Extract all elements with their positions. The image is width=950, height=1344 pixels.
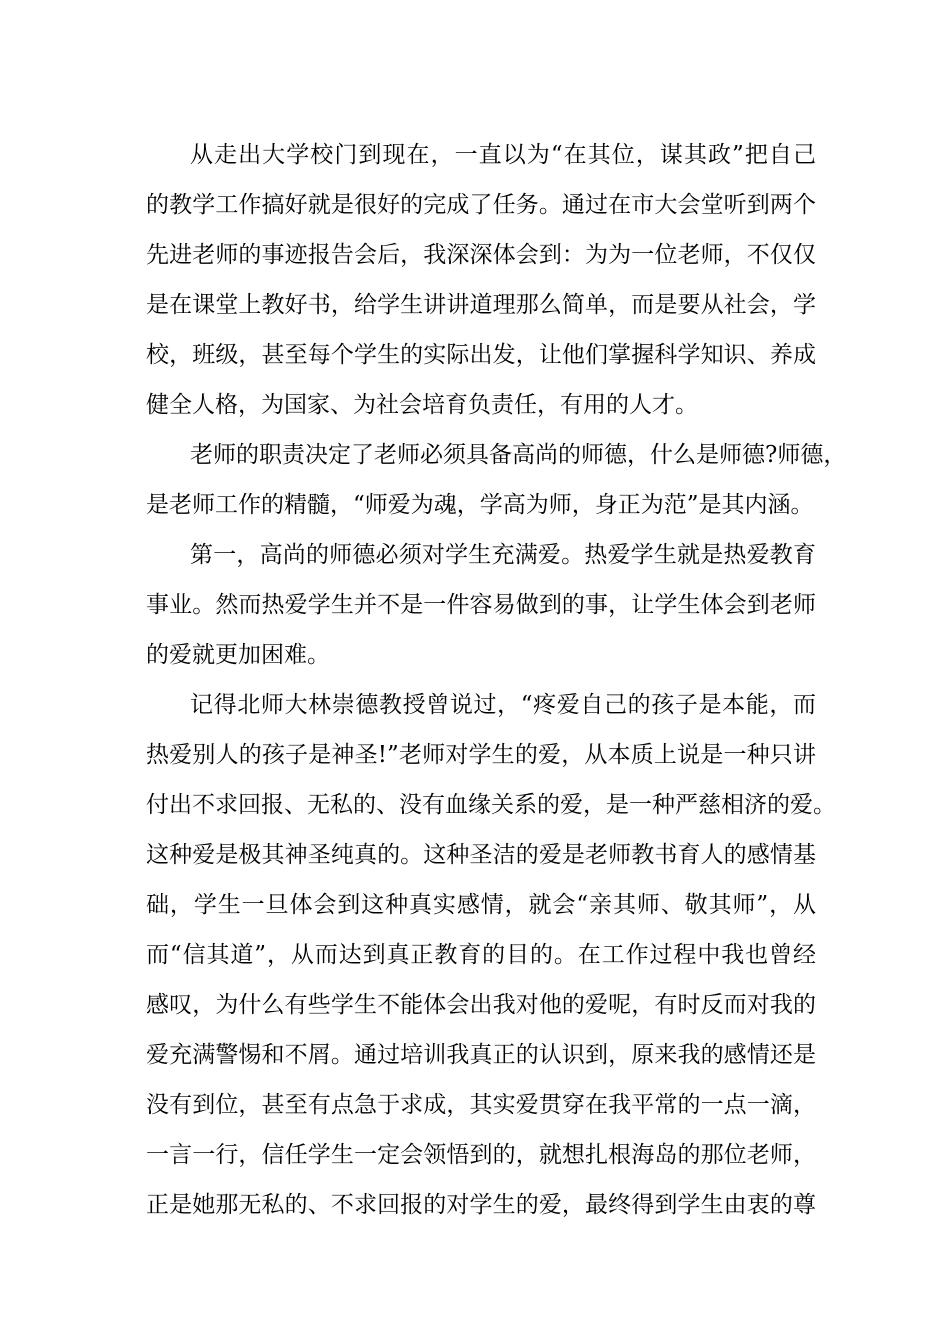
text-line: 第一，高尚的师德必须对学生充满爱。热爱学生就是热爱教育: [190, 542, 816, 568]
text-line: 的爱就更加困难。: [146, 642, 330, 668]
text-line: 没有到位，甚至有点急于求成，其实爱贯穿在我平常的一点一滴，: [146, 1092, 816, 1118]
text-line: 一言一行，信任学生一定会领悟到的，就想扎根海岛的那位老师，: [146, 1142, 816, 1168]
text-line: 健全人格，为国家、为社会培育负责任，有用的人才。: [146, 392, 698, 418]
text-line: 付出不求回报、无私的、没有血缘关系的爱，是一种严慈相济的爱。: [146, 792, 836, 818]
text-line: 事业。然而热爱学生并不是一件容易做到的事，让学生体会到老师: [146, 592, 816, 618]
text-line: 先进老师的事迹报告会后，我深深体会到：为为一位老师，不仅仅: [146, 242, 816, 268]
text-line: 老师的职责决定了老师必须具备高尚的师德，什么是师德?师德，: [190, 442, 847, 468]
text-line: 校，班级，甚至每个学生的实际出发，让他们掌握科学知识、养成: [146, 342, 816, 368]
text-line: 感叹，为什么有些学生不能体会出我对他的爱呢，有时反而对我的: [146, 992, 816, 1018]
text-line: 记得北师大林崇德教授曾说过，“疼爱自己的孩子是本能，而: [190, 692, 816, 718]
body-text: [146, 130, 847, 1230]
text-line: 的教学工作搞好就是很好的完成了任务。通过在市大会堂听到两个: [146, 192, 816, 218]
text-line: 热爱别人的孩子是神圣!”老师对学生的爱，从本质上说是一种只讲: [146, 742, 816, 768]
text-line: 从走出大学校门到现在，一直以为“在其位，谋其政”把自己: [190, 142, 816, 168]
text-line: 础，学生一旦体会到这种真实感情，就会“亲其师、敬其师”，从: [146, 892, 816, 918]
text-line: 是老师工作的精髓，“师爱为魂，学高为师，身正为范”是其内涵。: [146, 492, 814, 518]
text-line: 是在课堂上教好书，给学生讲讲道理那么简单，而是要从社会，学: [146, 292, 816, 318]
text-line: 正是她那无私的、不求回报的对学生的爱，最终得到学生由衷的尊: [146, 1192, 816, 1218]
text-line: 这种爱是极其神圣纯真的。这种圣洁的爱是老师教书育人的感情基: [146, 842, 816, 868]
text-line: 爱充满警惕和不屑。通过培训我真正的认识到，原来我的感情还是: [146, 1042, 816, 1068]
text-line: 而“信其道”，从而达到真正教育的目的。在工作过程中我也曾经: [146, 942, 816, 968]
